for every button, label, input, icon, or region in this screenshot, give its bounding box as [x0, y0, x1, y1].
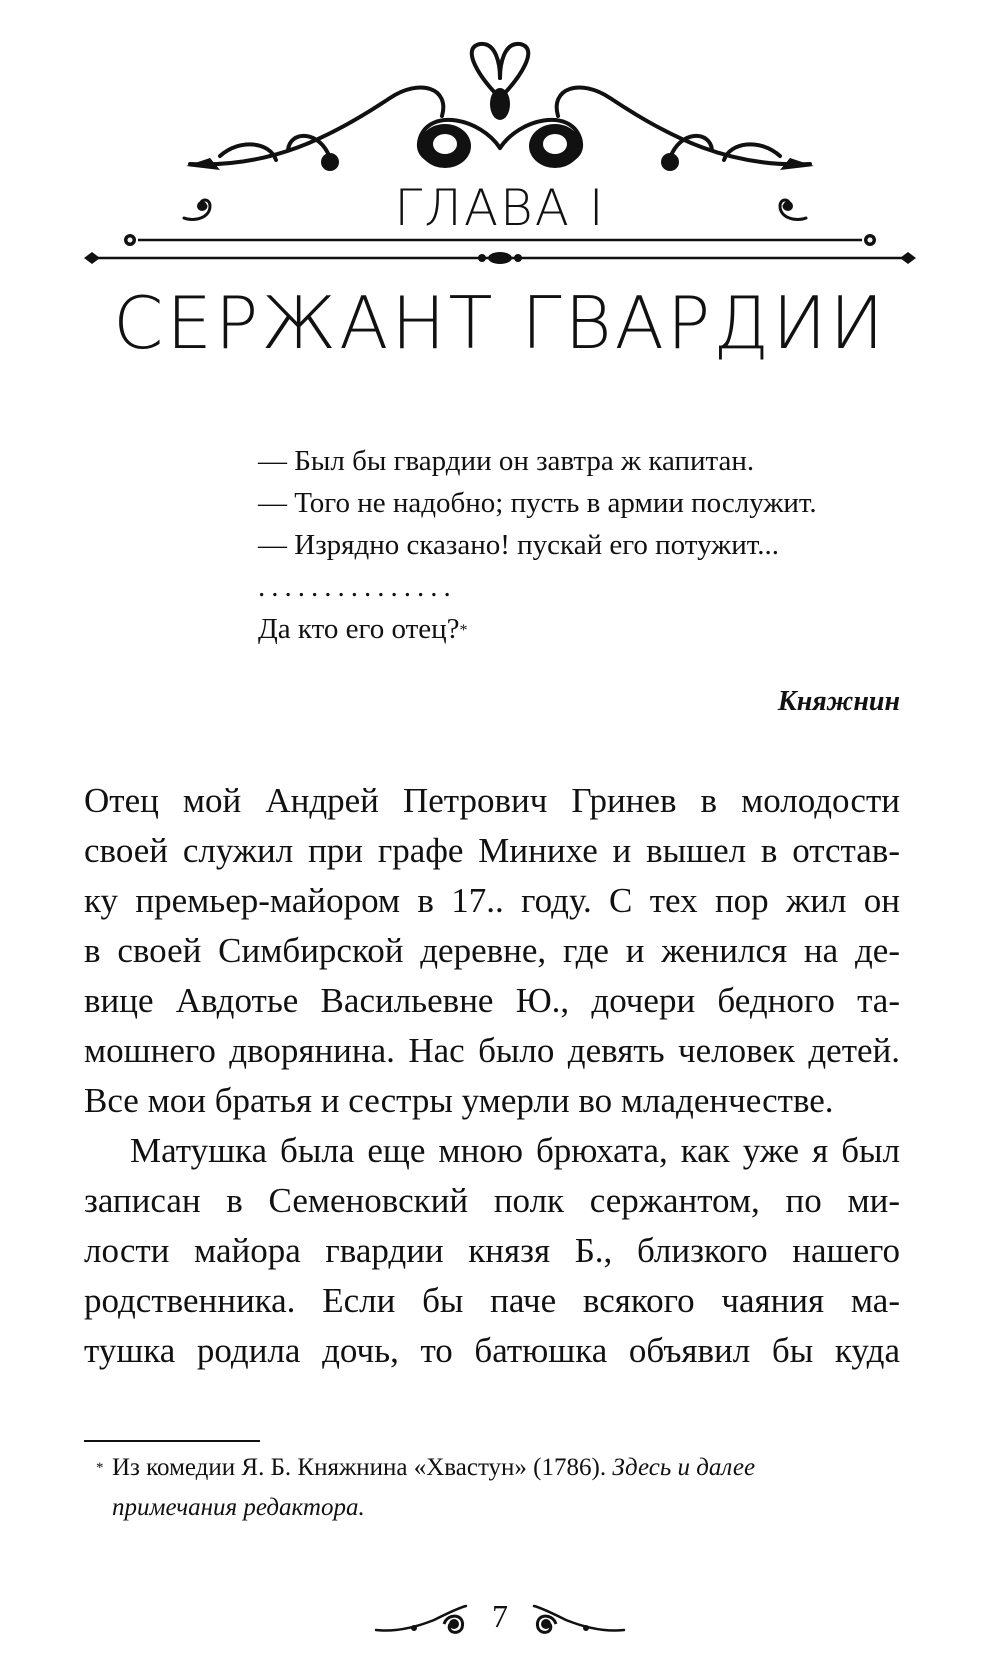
body-line: Матушка была еще мною брюхата, как уже я был	[130, 1131, 900, 1170]
footnote-separator	[84, 1440, 260, 1442]
epigraph-author: Княжнин	[777, 686, 900, 717]
chapter-label: ГЛАВА I	[394, 179, 606, 237]
body-line: своей служил при графе Минихе и вышел в отстав-	[84, 831, 900, 870]
epigraph-line: — Был бы гвардии он завтра ж капитан.	[258, 445, 755, 477]
epigraph-last-line-text: Да кто его отец?	[258, 613, 460, 645]
page-number: 7	[492, 1598, 508, 1634]
body-line: тушка родила дочь, то батюшка объявил бы куда	[84, 1331, 900, 1370]
body-line: лости майора гвардии князя Б., близкого нашего	[84, 1231, 900, 1270]
epigraph-line	[258, 608, 898, 650]
body-line: записан в Семеновский полк сержантом, по ми-	[84, 1181, 900, 1220]
chapter-title: СЕРЖАНТ ГВАРДИИ	[113, 281, 887, 365]
footnote-text: Из комедии Я. Б. Княжнина «Хвастун» (1786).	[112, 1454, 613, 1481]
footnote-italic-text: Здесь и далее	[612, 1454, 756, 1481]
divider-rule-ornament	[84, 232, 916, 282]
body-line: мошнего дворянина. Нас было девять человек детей.	[84, 1031, 900, 1070]
body-line: родственника. Если бы паче всякого чаяния ма-	[84, 1281, 900, 1320]
body-line: в своей Симбирской деревне, где и женился на де-	[84, 931, 900, 970]
page-number-area	[360, 1594, 640, 1644]
epigraph-line: — Изрядно сказано! пускай его потужит...	[258, 529, 779, 561]
top-flourish-ornament	[180, 38, 820, 188]
footnote	[96, 1448, 900, 1528]
body-line: ку премьер-майором в 17.. году. С тех пор жил он	[84, 881, 900, 920]
body-line: вице Авдотье Васильевне Ю., дочери бедного та-	[84, 981, 900, 1020]
body-line: Отец мой Андрей Петрович Гринев в молодости	[84, 781, 900, 820]
footnote-mark: *	[96, 1460, 104, 1476]
footnote-italic-text: примечания редактора.	[112, 1494, 365, 1521]
body-line: Все мои братья и сестры умерли во младенчестве.	[84, 1081, 834, 1120]
epigraph-footnote-mark: *	[459, 622, 468, 639]
page-number-right-ornament	[526, 1602, 626, 1638]
body-text	[84, 776, 900, 1376]
epigraph	[258, 440, 898, 650]
epigraph-line: — Того не надобно; пусть в армии послужит.	[258, 487, 817, 519]
footnote-line	[112, 1448, 900, 1488]
footnote-line	[112, 1488, 900, 1528]
epigraph-ellipsis-line: ...............	[258, 571, 457, 603]
